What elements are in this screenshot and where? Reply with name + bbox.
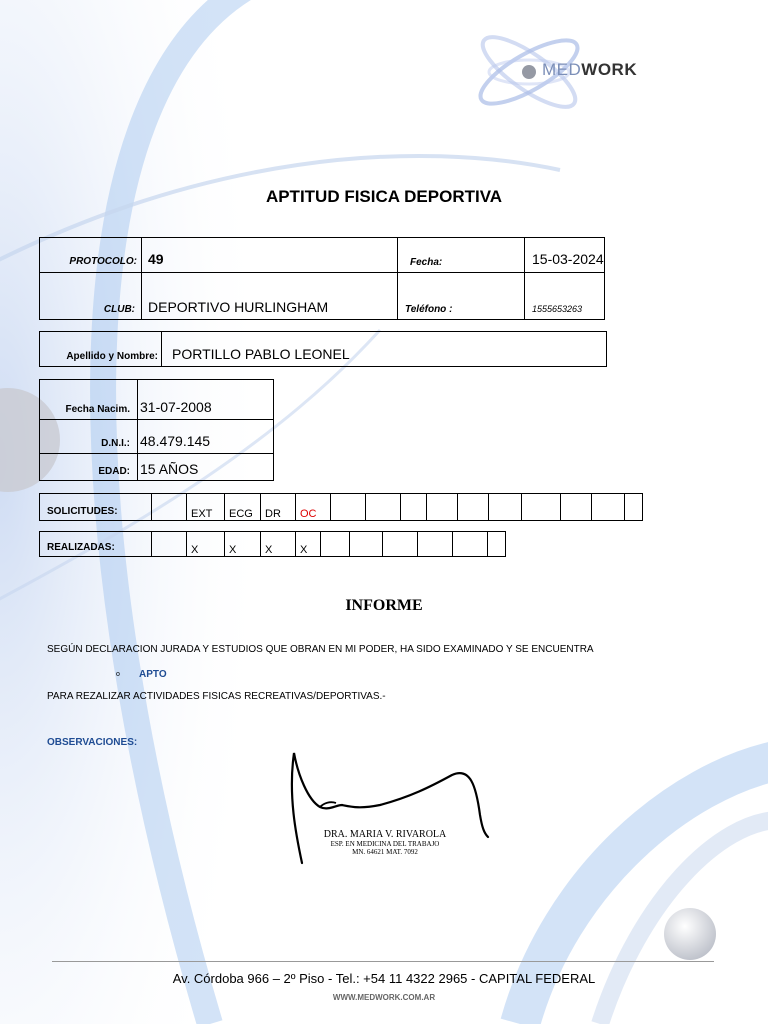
fecha-value: 15-03-2024: [532, 251, 604, 267]
status-apto: APTO: [139, 669, 167, 680]
realizadas-label: REALIZADAS:: [47, 542, 115, 553]
realizada-dr: X: [261, 532, 296, 557]
solicitudes-label: SOLICITUDES:: [47, 506, 118, 517]
nombre-value: PORTILLO PABLO LEONEL: [172, 346, 350, 362]
edad-value: 15 AÑOS: [140, 461, 199, 477]
solicitud-dr: DR: [261, 494, 296, 521]
protocolo-value: 49: [148, 251, 164, 267]
protocol-table: [39, 237, 605, 320]
doctor-specialty: ESP. EN MEDICINA DEL TRABAJO: [330, 840, 440, 848]
realizada-ecg: X: [225, 532, 261, 557]
footer-website: WWW.MEDWORK.COM.AR: [332, 993, 436, 1002]
observaciones-label: OBSERVACIONES:: [47, 737, 138, 748]
footer-address: Av. Córdoba 966 – 2º Piso - Tel.: +54 11 4322 2965 - CAPITAL FEDERAL: [172, 971, 596, 986]
solicitud-ecg: ECG: [225, 494, 261, 521]
logo-text: MEDWORK: [542, 60, 638, 79]
document-title: APTITUD FISICA DEPORTIVA: [265, 187, 503, 206]
solicitud-ext: EXT: [187, 494, 225, 521]
fecha-nac-value: 31-07-2008: [140, 399, 212, 415]
protocolo-label: PROTOCOLO:: [69, 256, 137, 267]
club-label: CLUB:: [103, 304, 135, 315]
dni-value: 48.479.145: [140, 433, 211, 449]
fecha-label: Fecha:: [410, 257, 443, 268]
informe-heading: INFORME: [345, 597, 423, 614]
informe-line2: PARA REZALIZAR ACTIVIDADES FISICAS RECREATIVAS/DEPORTIVAS.-: [47, 691, 386, 702]
doctor-registration: MN. 64621 MAT. 7092: [352, 848, 418, 856]
doctor-name: DRA. MARIA V. RIVAROLA: [323, 829, 447, 840]
solicitud-oc: OC: [296, 494, 331, 521]
dni-label: D.N.I.:: [101, 438, 130, 449]
nombre-label: Apellido y Nombre:: [66, 351, 158, 362]
realizada-ext: X: [187, 532, 225, 557]
telefono-value: 1555653263: [532, 304, 583, 314]
personal-data-table: [39, 379, 274, 481]
realizadas-table: [39, 531, 506, 557]
fecha-nac-label: Fecha Nacim.: [65, 404, 130, 415]
footer-divider: [52, 961, 714, 962]
edad-label: EDAD:: [98, 466, 130, 477]
solicitudes-table: [39, 493, 643, 521]
bullet-icon: o: [116, 671, 120, 678]
telefono-label: Teléfono :: [405, 304, 453, 315]
informe-line1: SEGÚN DECLARACION JURADA Y ESTUDIOS QUE OBRAN EN MI PODER, HA SIDO EXAMINADO Y SE ENCUENTRA: [47, 644, 594, 655]
signature-stamp: [300, 829, 470, 856]
club-value: DEPORTIVO HURLINGHAM: [148, 299, 329, 315]
nombre-table: [39, 331, 607, 367]
realizada-oc: X: [296, 532, 321, 557]
